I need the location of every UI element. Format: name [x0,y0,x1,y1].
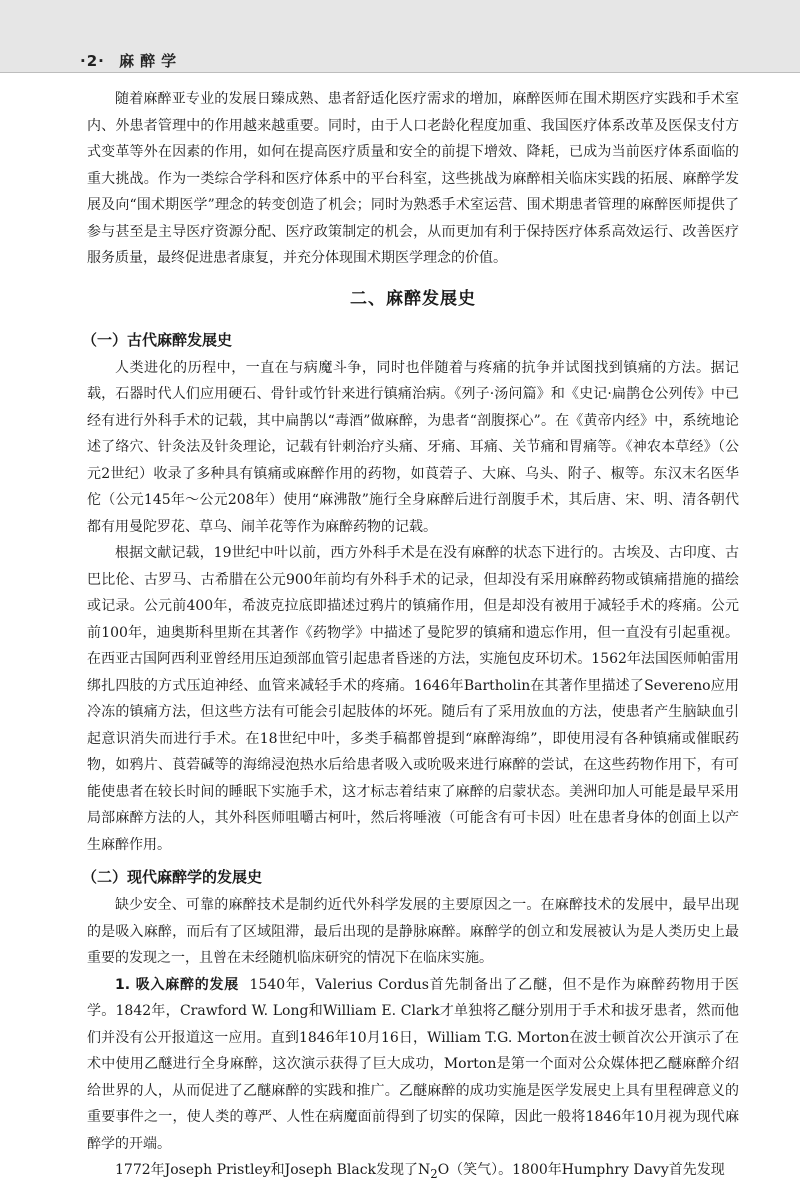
page-body [82,86,739,1187]
modern-paragraph-1: 缺少安全、可靠的麻醉技术是制约近代外科学发展的主要原因之一。在麻醉技术的发展中，最早出现的是吸入麻醉，而后有了区域阻滞，最后出现的是静脉麻醉。麻醉学的创立和发展被认为是人类历史上最重要的发现之一，且曾在未经随机临床研究的情况下在临床实施。 [87,897,739,966]
nitrous-oxide-line [87,1157,739,1187]
point-text-inhalation: 1540年，Valerius Cordus首先制备出了乙醚，但不是作为麻醉药物用于医学。1842年，Crawford W. Long和William E. Clark才单独将乙醚分别用于手术和拔牙患者，然而他们并没有公开报道这一应用。直到1846年10月16日，William T.G. Morton在波士顿首次公开演示了在术中使用乙醚进行全身麻醉，这次演示获得了巨大成功，Morton是第一个面对公众媒体把乙醚麻醉介绍给世界的人，从而促进了乙醚麻醉的实践和推广。乙醚麻醉的成功实施是医学发展史上具有里程碑意义的重要事件之一，使人类的尊严、人性在病魔面前得到了切实的保障，因此一般将1846年10月视为现代麻醉学的开端。 [87,976,739,1152]
book-title: 麻醉学 [119,52,183,70]
ancient-paragraph-2: 根据文献记载，19世纪中叶以前，西方外科手术是在没有麻醉的状态下进行的。古埃及、古印度、古巴比伦、古罗马、古希腊在公元900年前均有外科手术的记录，但却没有采用麻醉药物或镇痛措施的描绘或记录。公元前400年，希波克拉底即描述过鸦片的镇痛作用，但是却没有被用于减轻手术的疼痛。公元前100年，迪奥斯科里斯在其著作《药物学》中描述了曼陀罗的镇痛和遗忘作用，但一直没有引起重视。在西亚古国阿西利亚曾经用压迫颈部血管引起患者昏迷的方法，实施包皮环切术。1562年法国医师帕雷用绑扎四肢的方式压迫神经、血管来减轻手术的疼痛。1646年Bartholin在其著作里描述了Severeno应用冷冻的镇痛方法，但这些方法有可能会引起肢体的坏死。随后有了采用放血的方法，使患者产生脑缺血引起意识消失而进行手术。在18世纪中叶，多类手稿都曾提到“麻醉海绵”，即使用浸有各种镇痛或催眠药物，如鸦片、莨菪碱等的海绵浸泡热水后给患者吸入或吮吸来进行麻醉的尝试，在这些药物作用下，有可能使患者在较长时间的睡眠下实施手术，这才标志着结束了麻醉的启蒙状态。美洲印加人可能是最早采用局部麻醉方法的人，其外科医师咀嚼古柯叶，然后将唾液（可能含有可卡因）吐在患者身体的创面上以产生麻醉作用。 [87,545,739,853]
section-title: 二、麻醉发展史 [350,288,476,309]
intro-paragraph: 随着麻醉亚专业的发展日臻成熟、患者舒适化医疗需求的增加，麻醉医师在围术期医疗实践和手术室内、外患者管理中的作用越来越重要。同时，由于人口老龄化程度加重、我国医疗体系改革及医保支付方式变革等外在因素的作用，如何在提高医疗质量和安全的前提下增效、降耗，已成为当前医疗体系面临的重大挑战。作为一类综合学科和医疗体系中的平台科室，这些挑战为麻醉相关临床实践的拓展、麻醉学发展及向“围术期医学”理念的转变创造了机会；同时为熟悉手术室运营、围术期患者管理的麻醉医师提供了参与甚至是主导医疗资源分配、医疗政策制定的机会，从而更加有利于保持医疗体系高效运行、改善医疗服务质量，最终促进患者康复，并充分体现围术期医学理念的价值。 [87,91,739,266]
inhalation-paragraph [87,972,739,1158]
line-text-start: 1772年Joseph Pristley和Joseph Black发现了N [115,1162,431,1178]
subscript-2: 2 [430,1166,438,1181]
subsection-title-ancient: （一）古代麻醉发展史 [82,330,233,349]
line-text-end: O（笑气）。1800年Humphry Davy首先发现 [437,1162,725,1178]
point-label-inhalation: 1. 吸入麻醉的发展 [115,976,240,993]
page-number: ·2· [80,52,105,70]
subsection-title-modern: （二）现代麻醉学的发展史 [82,868,263,886]
ancient-paragraph-1: 人类进化的历程中，一直在与病魔斗争，同时也伴随着与疼痛的抗争并试图找到镇痛的方法。据记载，石器时代人们应用硬石、骨针或竹针来进行镇痛治病。《列子·汤问篇》和《史记·扁鹊仓公列传》中已经有进行外科手术的记载，其中扁鹊以“毒酒”做麻醉，为患者“剖腹探心”。在《黄帝内经》中，系统地论述了络穴、针灸法及针灸理论，记载有针刺治疗头痛、牙痛、耳痛、关节痛和胃痛等。《神农本草经》（公元2世纪）收录了多种具有镇痛或麻醉作用的药物，如莨菪子、大麻、乌头、附子、椒等。东汉末名医华佗（公元145年～公元208年）使用“麻沸散”施行全身麻醉后进行剖腹手术，其后唐、宋、明、清各朝代都有用曼陀罗花、草乌、闹羊花等作为麻醉药物的记载。 [87,359,739,535]
page-header [0,0,800,73]
running-head [80,50,182,71]
